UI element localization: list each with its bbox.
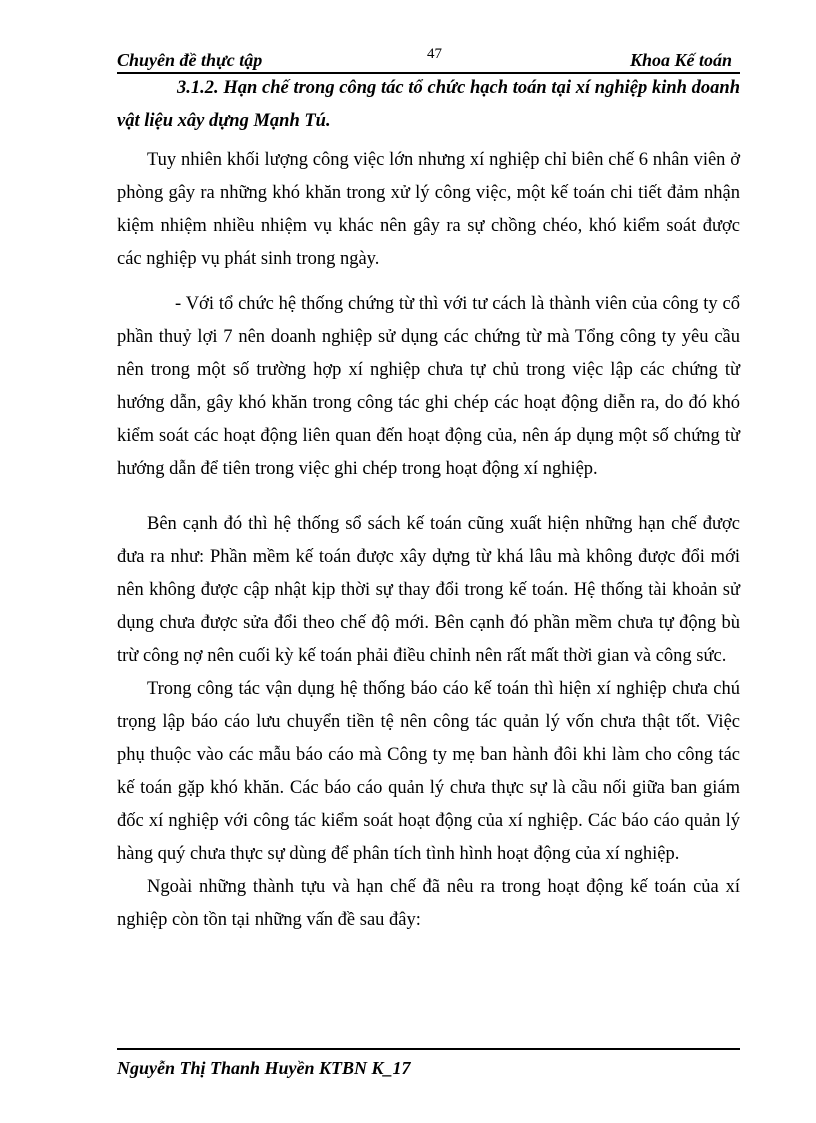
header-title: Chuyên đề thực tập xyxy=(117,50,263,70)
page-body xyxy=(117,72,740,937)
header-department: Khoa Kế toán xyxy=(629,50,732,70)
section-heading: 3.1.2. Hạn chế trong công tác tổ chức hạch toán tại xí nghiệp kinh doanh vật liệu xây dựng Mạnh Tú. xyxy=(117,78,740,131)
page-footer xyxy=(117,1048,740,1079)
paragraph-reporting: Trong công tác vận dụng hệ thống báo cáo kế toán thì hiện xí nghiệp chưa chú trọng lập báo cáo lưu chuyển tiền tệ nên công tác quản lý vốn chưa thật tốt. Việc phụ thuộc vào các mẫu báo cáo mà Công ty mẹ ban hành đôi khi làm cho công tác kế toán gặp khó khăn. Các báo cáo quản lý chưa thực sự là cầu nối giữa ban giám đốc xí nghiệp với công tác kiểm soát hoạt động của xí nghiệp. Các báo cáo quản lý hàng quý chưa thực sự dùng để phân tích tình hình hoạt động của xí nghiệp. xyxy=(117,679,740,864)
paragraph-staffing: Tuy nhiên khối lượng công việc lớn nhưng xí nghiệp chỉ biên chế 6 nhân viên ở phòng gây ra những khó khăn trong xử lý công việc, một kế toán chi tiết đảm nhận kiệm nhiệm nhiều nhiệm vụ khác nên gây ra sự chồng chéo, khó kiểm soát được các nghiệp vụ phát sinh trong ngày. xyxy=(117,150,740,269)
paragraph-remaining-issues: Ngoài những thành tựu và hạn chế đã nêu ra trong hoạt động kế toán của xí nghiệp còn tồn tại những vấn đề sau đây: xyxy=(117,877,740,930)
paragraph-documents: - Với tổ chức hệ thống chứng từ thì với tư cách là thành viên của công ty cổ phần thuỷ lợi 7 nên doanh nghiệp sử dụng các chứng từ mà Tổng công ty yêu cầu nên trong một số trường hợp xí nghiệp chưa tự chủ trong việc lập các chứng từ hướng dẫn, gây khó khăn trong công tác ghi chép các hoạt động diễn ra, do đó khó kiểm soát các hoạt động liên quan đến hoạt động của, nên áp dụng một số chứng từ hướng dẫn để tiên trong việc ghi chép trong hoạt động xí nghiệp. xyxy=(117,294,740,479)
page-header xyxy=(117,46,740,74)
paragraph-bookkeeping: Bên cạnh đó thì hệ thống sổ sách kế toán cũng xuất hiện những hạn chế được đưa ra như: Phần mềm kế toán được xây dựng từ khá lâu mà không được đổi mới nên không được cập nhật kịp thời sự thay đổi trong kế toán. Hệ thống tài khoản sử dụng chưa được sửa đổi theo chế độ mới. Bên cạnh đó phần mềm chưa tự động bù trừ công nợ nên cuối kỳ kế toán phải điều chỉnh nên rất mất thời gian và công sức. xyxy=(117,514,740,666)
footer-author: Nguyễn Thị Thanh Huyền KTBN K_17 xyxy=(117,1058,411,1078)
page-number: 47 xyxy=(427,46,442,62)
